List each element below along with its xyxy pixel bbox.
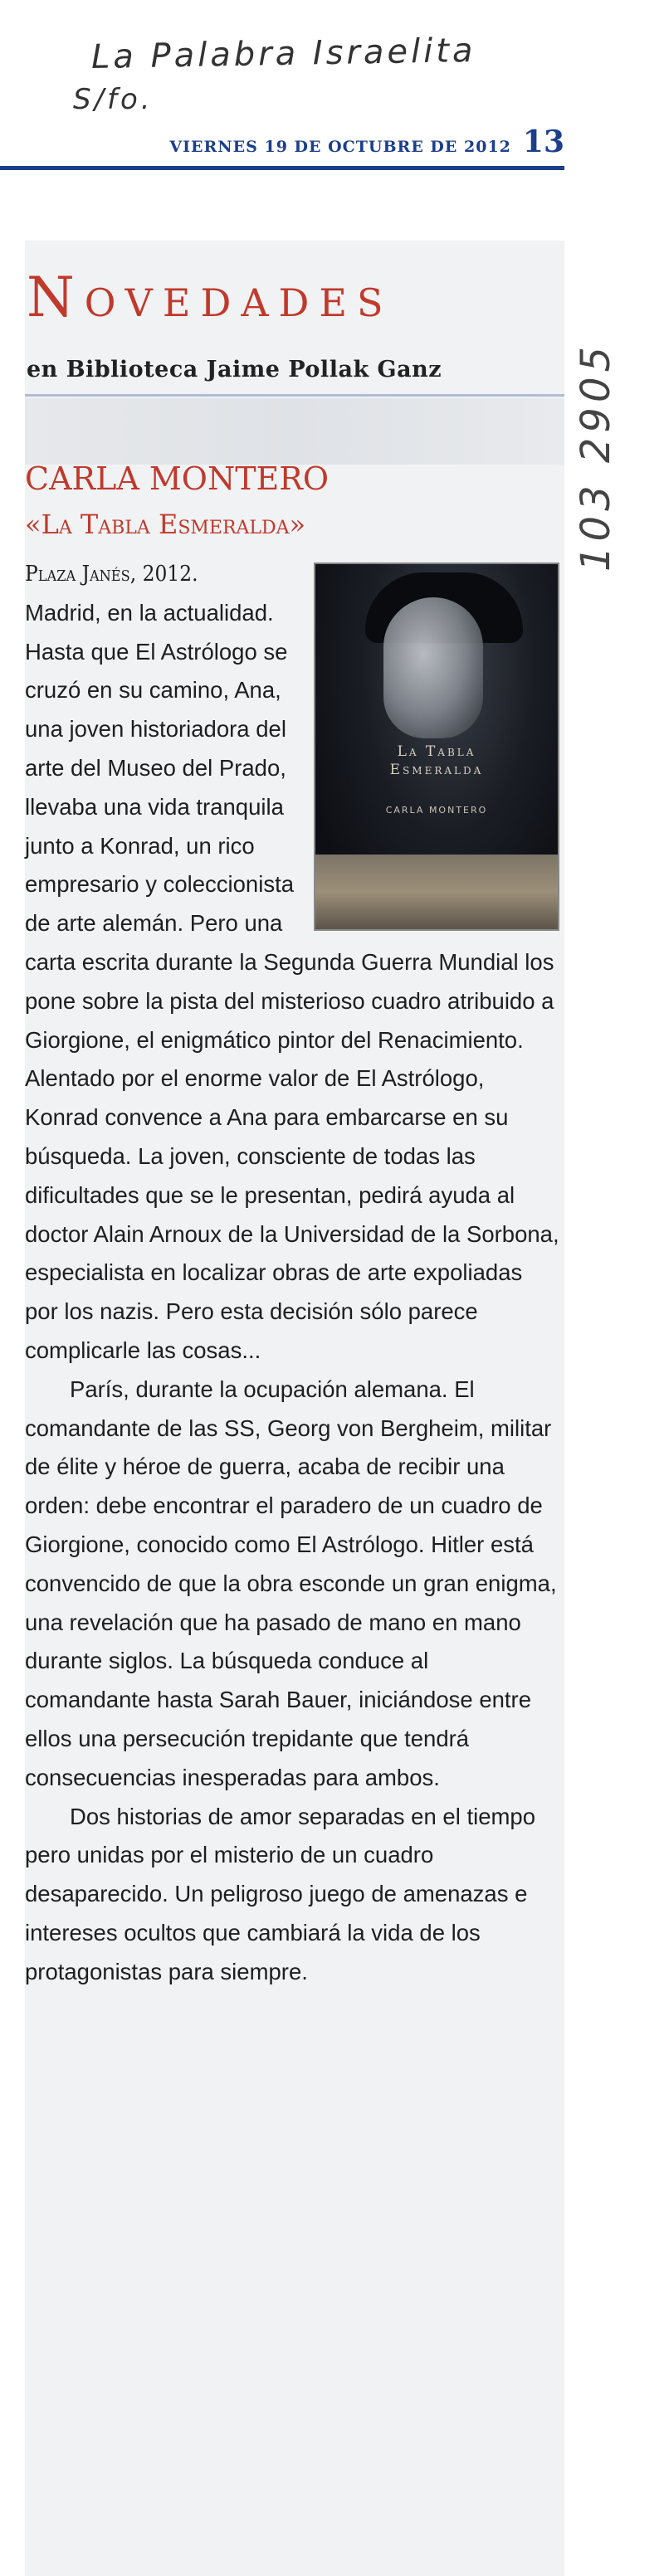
article-paragraph-2: París, durante la ocupación alemana. El comandante de las SS, Georg von Bergheim, militar de élite y héroe de guerra, acaba de recibir una orden: debe encontrar el paradero de un cuadro de Giorgione, conocido como El Astrólogo. Hitler está convencido de que la obra esconde un gran enigma, una revelación que ha pasado de mano en mano durante siglos. La búsqueda conduce al comandante hasta Sarah Bauer, iniciándose entre ellos una persecución trepidante que tendrá consecuencias inesperadas para ambos. [25,1376,557,1790]
background-image-band [25,398,564,465]
cover-title-line2: Esmeralda [389,762,484,778]
section-subtitle: en Biblioteca Jaime Pollak Ganz [27,357,442,382]
handwritten-newspaper-name: La Palabra Israelita [90,31,476,77]
book-title: «La Tabla Esmeralda» [25,509,306,540]
article-paragraph-3: Dos historias de amor separadas en el tiempo pero unidas por el misterio de un cuadro desaparecido. Un peligroso juego de amenazas e intereses ocultos que cambiará la vida de los protagonistas para siempre. [25,1803,535,1984]
publisher: Plaza Janés, 2012. [25,562,198,587]
article-body [25,554,560,1991]
article-paragraph-1: Madrid, en la actualidad. Hasta que El Astrólogo se cruzó en su camino, Ana, una joven historiadora del arte del Museo del Prado, llevaba una vida tranquila junto a Konrad, un rico empresario y coleccionista de arte alemán. Pero una carta escrita durante la Segunda Guerra Mundial los pone sobre la pista del misterioso cuadro atribuido a Giorgione, el enigmático pintor del Renacimiento. Alentado por el enorme valor de El Astrólogo, Konrad convence a Ana para embarcarse en su búsqueda. La joven, consciente de todas las dificultades que se le presentan, pedirá ayuda al doctor Alain Arnoux de la Universidad de la Sorbona, especialista en localizar obras de arte expoliadas por los nazis. Pero esta decisión sólo parece complicarle las cosas... [25,599,559,1363]
book-author: CARLA MONTERO [25,460,330,497]
handwritten-margin-number: 103 2905 [573,341,619,572]
page-number: 13 [522,124,564,159]
section-divider [25,394,564,397]
dateline [83,124,564,159]
cover-title-line1: La Tabla [397,743,476,760]
cover-author: CARLA MONTERO [385,805,488,816]
handwritten-note: S/fo. [73,83,154,116]
issue-date: VIERNES 19 DE OCTUBRE DE 2012 [169,138,511,156]
section-title: Novedades [27,265,393,329]
cover-spacer [311,554,560,932]
header-rule [0,166,564,170]
